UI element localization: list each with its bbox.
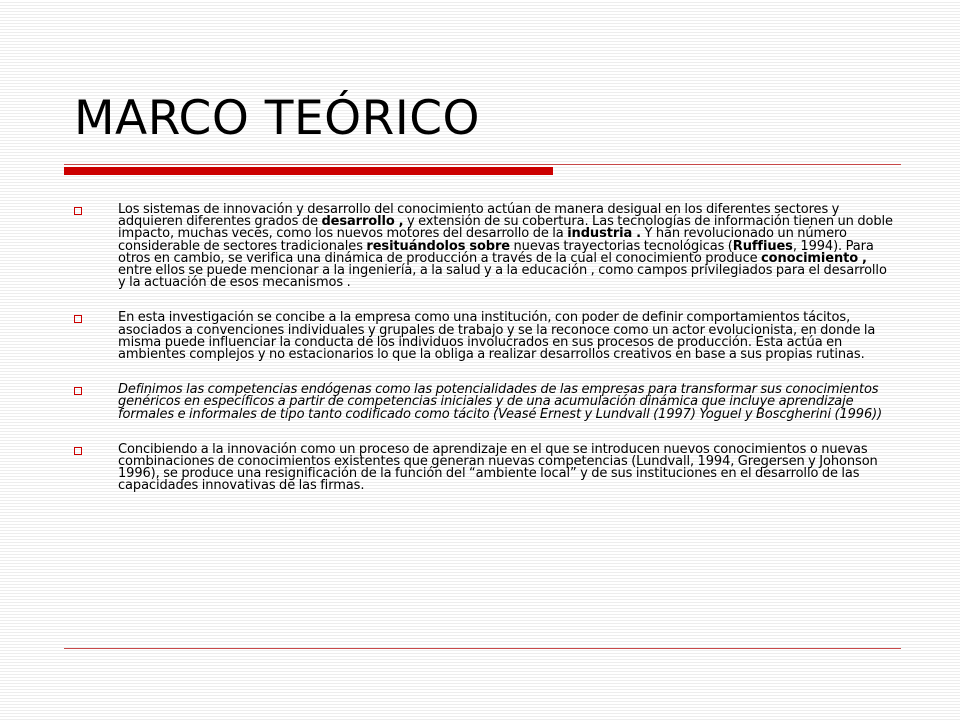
bullet-item xyxy=(74,441,894,494)
hollow-square-bullet-icon xyxy=(74,387,82,395)
hollow-square-bullet-icon xyxy=(74,207,82,215)
footer-divider xyxy=(64,648,901,649)
bullet-item xyxy=(74,204,894,289)
bullet-text: Concibiendo a la innovación como un proceso de aprendizaje en el que se introducen nuevos conocimientos o nuevas combinaciones de conocimientos existentes que generan nuevas competencias (Lundvall, 1994, Gregersen y Johonson 1996), se produce una resignificación de la función del “ambiente local” y de sus instituciones en el desarrollo de las capacidades innovativas de las firmas. xyxy=(118,441,878,494)
bullet-text-rich xyxy=(118,204,894,289)
bold-term: desarrollo , xyxy=(321,214,404,230)
hollow-square-bullet-icon xyxy=(74,315,82,323)
text-run: nuevas trayectorias tecnológicas ( xyxy=(510,238,733,254)
text-run: Los sistemas de innovación y desarrollo del conocimiento actúan de manera desigual en los diferentes sectores y adquieren diferentes grados de xyxy=(118,202,840,230)
text-run: entre ellos se puede mencionar a la ingeniería, a la salud y a la educación , como campos privilegiados para el desarrollo y la actuación de esos mecanismos . xyxy=(118,263,887,291)
bold-term: Ruffiues xyxy=(732,238,793,254)
bullet-text: Definimos las competencias endógenas como las potencialidades de las empresas para transformar sus conocimientos genéricos en específicos a partir de competencias iniciales y de una acumulación dinámica que incluye aprendizaje formales e informales de tipo tanto codificado como tácito (Veasé Ernest y Lundvall (1997) Yoguel y Boscgherini (1996)) xyxy=(118,382,883,422)
text-run: , 1994). Para otros en cambio, se verifica una dinámica de producción a través de la cual el conocimiento produce xyxy=(118,238,874,266)
bullet-list xyxy=(74,204,894,516)
bullet-text: En esta investigación se concibe a la empresa como una institución, con poder de definir comportamientos tácitos, asociados a convenciones individuales y grupales de trabajo y se la reconoce como un actor evolucionista, en donde la misma puede influenciar la conducta de los individuos involucrados en sus procesos de producción. Esta actúa en ambientes complejos y no estacionarios lo que la obliga a realizar desarrollos creativos en base a sus propias rutinas. xyxy=(118,310,876,363)
bold-term: conocimiento , xyxy=(761,250,867,266)
title-underline-accent-bar xyxy=(64,167,553,175)
text-run: y extensión de su cobertura. Las tecnologías de información tienen un doble impacto, muchas veces, como los nuevos motores del desarrollo de la xyxy=(118,214,893,242)
bullet-item xyxy=(74,384,894,421)
bullet-item xyxy=(74,312,894,361)
bold-term: resituándolos sobre xyxy=(366,238,511,254)
bold-term: industria . xyxy=(567,226,641,242)
hollow-square-bullet-icon xyxy=(74,447,82,455)
title-underline-thin xyxy=(64,164,901,165)
text-run: Y han revolucionado un número considerable de sectores tradicionales xyxy=(118,226,847,254)
slide-title: MARCO TEÓRICO xyxy=(74,91,480,146)
